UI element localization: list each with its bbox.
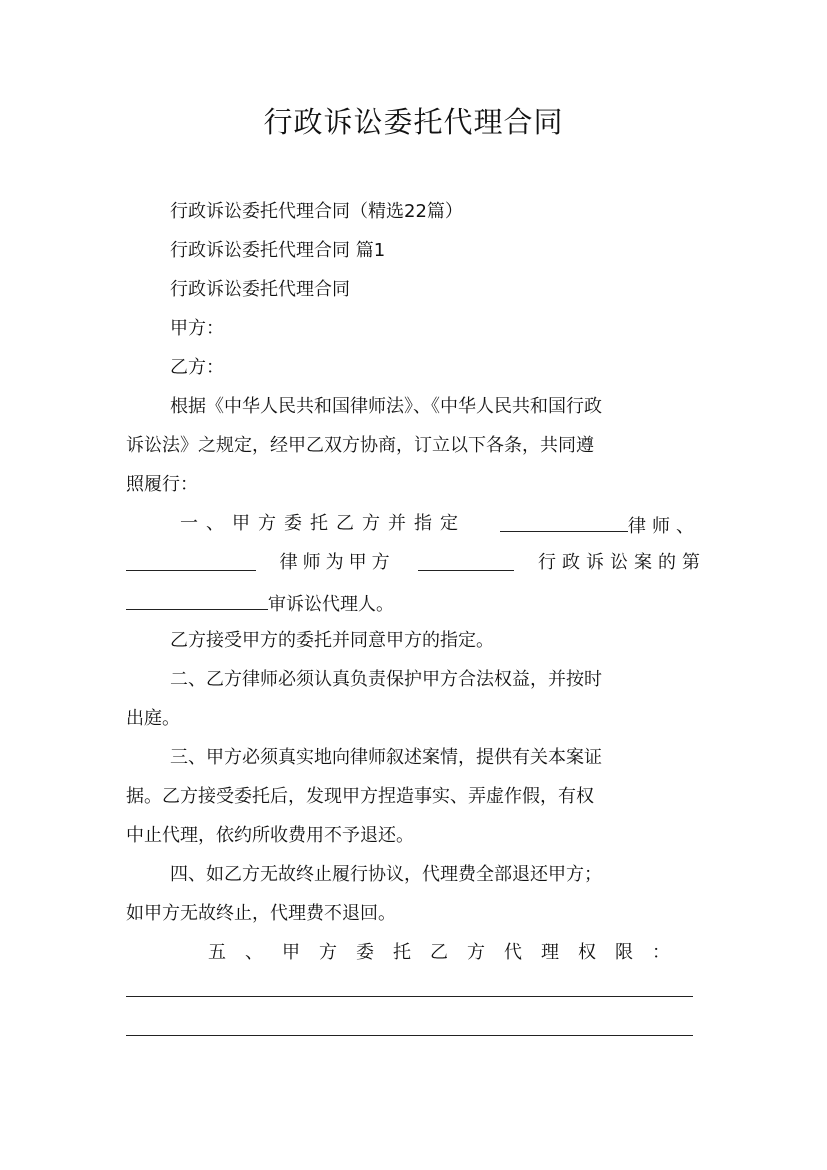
clause-4-line-2: 如甲方无故终止，代理费不退回。 [126, 903, 396, 924]
clause-4-line-1: 四、如乙方无故终止履行协议，代理费全部退还甲方； [170, 864, 602, 885]
preamble-line-3: 照履行： [126, 474, 198, 495]
party-a-label: 甲方： [170, 318, 224, 339]
clause-3-line-1: 三、甲方必须真实地向律师叙述案情，提供有关本案证 [170, 747, 602, 768]
clause-1-line-2 [126, 550, 706, 576]
clause-1-text-c: 律师为甲方 [279, 552, 395, 573]
contract-name: 行政诉讼委托代理合同 [170, 279, 350, 300]
clause-1-note: 乙方接受甲方的委托并同意甲方的指定。 [170, 630, 494, 651]
clause-2-line-2: 出庭。 [126, 708, 180, 729]
subtitle: 行政诉讼委托代理合同（精选22篇） [170, 201, 463, 222]
authority-blank-line-2 [126, 1035, 693, 1036]
preamble-line-2: 诉讼法》之规定，经甲乙双方协商，订立以下各条，共同遵 [126, 435, 594, 456]
authority-blank-line-1 [126, 996, 693, 997]
party-b-label: 乙方： [170, 357, 224, 378]
clause-1-text-b: 律师、 [628, 516, 700, 537]
clause-3-line-3: 中止代理，依约所收费用不予退还。 [126, 825, 414, 846]
clause-1-text-d: 行政诉讼案的第 [537, 552, 706, 573]
preamble-line-1: 根据《中华人民共和国律师法》、《中华人民共和国行政 [170, 396, 602, 417]
chapter-heading: 行政诉讼委托代理合同 篇1 [170, 240, 386, 261]
clause-1-line-1 [180, 511, 700, 540]
clause-3-line-2: 据。乙方接受委托后，发现甲方捏造事实、弄虚作假，有权 [126, 786, 594, 807]
agent-lawyer-2-blank [126, 550, 256, 571]
instance-blank [126, 589, 268, 610]
clause-1-text-e: 审诉讼代理人。 [268, 594, 394, 615]
case-name-blank [418, 550, 514, 571]
clause-5-heading: 五、甲方委托乙方代理权限： [208, 942, 689, 963]
clause-2-line-1: 二、乙方律师必须认真负责保护甲方合法权益，并按时 [170, 669, 602, 690]
agent-lawyer-1-blank [500, 511, 628, 532]
clause-1-text-a: 一、甲方委托乙方并指定 [180, 513, 466, 534]
page-title: 行政诉讼委托代理合同 [263, 105, 564, 139]
clause-1-line-3 [126, 589, 706, 618]
